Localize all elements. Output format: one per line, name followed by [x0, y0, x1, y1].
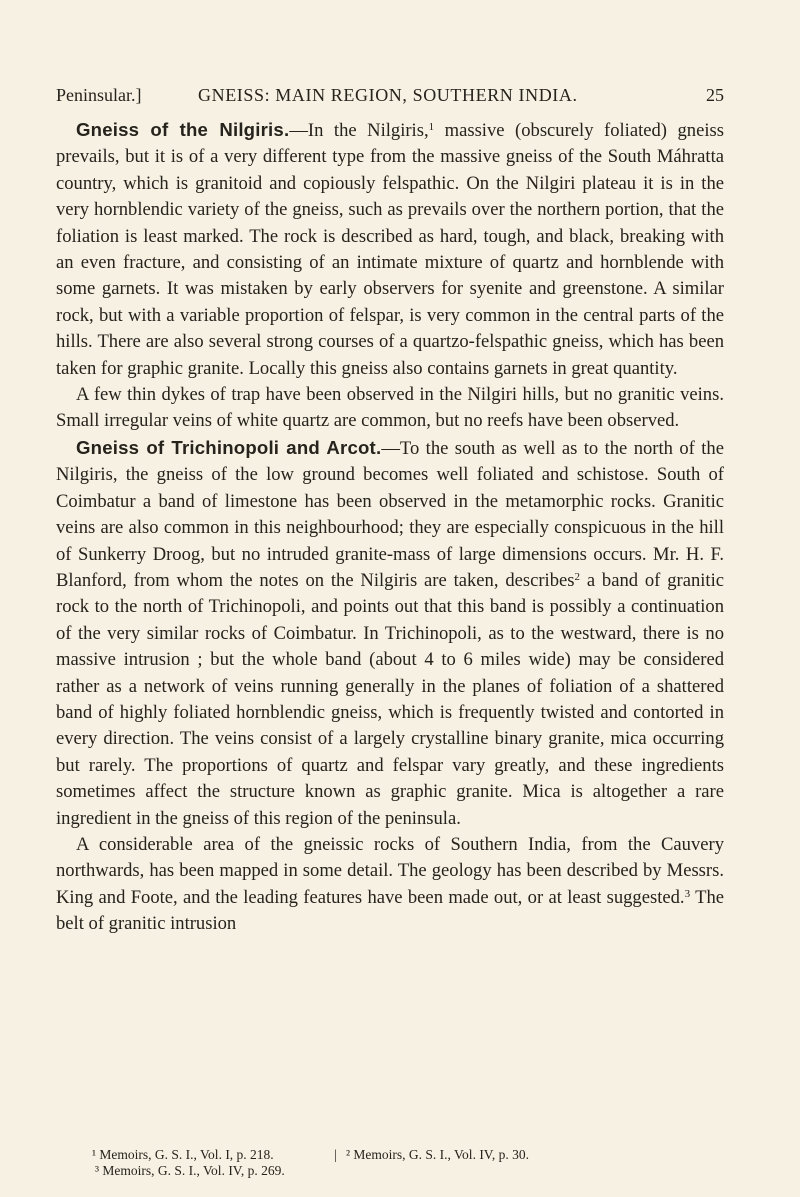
footnote-ref-3[interactable]: 3 — [684, 887, 691, 900]
paragraph-text: The belt of granitic intrusion — [56, 886, 724, 935]
paragraph-trap-dykes — [56, 382, 724, 435]
paragraph-text: —To the south as well as to the north of the Nilgiris, the gneiss of the low ground becomes well foliated and schistose. South of Coimbatur a band of limestone has been observed in the metamorphic rocks. Granitic veins are also common in this neighbourhood; they are especially conspicuous in the hill of Sunkerry Droog, but no intruded granite-mass of large dimensions occurs. Mr. H. F. Blanford, from whom the notes on the Nilgiris are taken, describes — [56, 437, 724, 591]
section-heading-nilgiris: Gneiss of the Nilgiris. — [76, 119, 290, 140]
paragraph-nilgiris — [56, 117, 724, 382]
paragraph-text: A few thin dykes of trap have been observed in the Nilgiri hills, but no granitic veins. Small irregular veins of white quartz are common, but no reefs have been observed. — [56, 384, 724, 432]
footnote-separator: | — [334, 1147, 337, 1162]
header-title: GNEISS: MAIN REGION, SOUTHERN INDIA. — [198, 85, 578, 105]
paragraph-cauvery — [56, 832, 724, 938]
body-text — [56, 117, 724, 938]
footnote-1: ¹ Memoirs, G. S. I., Vol. I, p. 218. — [92, 1147, 274, 1162]
paragraph-text: —In the Nilgiris, — [289, 120, 429, 141]
paragraph-trichinopoli — [56, 435, 724, 832]
section-heading-trichinopoli: Gneiss of Trichinopoli and Arcot. — [76, 436, 382, 458]
page-number: 25 — [706, 85, 724, 105]
footnotes — [56, 1147, 724, 1179]
footnote-3: ³ Memoirs, G. S. I., Vol. IV, p. 269. — [95, 1163, 285, 1178]
paragraph-text: massive (obscurely foliated) gneiss prevails, but it is of a very different type from the massive gneiss of the South Máhratta country, which is granitoid and copiously felspathic. On the Nilgiri plateau it is in the very hornblendic variety of the gneiss, such as prevails over the northern portion, that the foliation is least marked. The rock is described as hard, tough, and black, breaking with an even fracture, and consisting of an intimate mixture of quartz and hornblende with some garnets. It was mistaken by early observers for syenite and greenstone. A similar rock, but with a variable proportion of felspar, is very common in the central parts of the hills. There are also several strong courses of a quartzo-felspathic gneiss, which has been taken for graphic granite. Locally this gneiss also contains garnets in great quantity. — [56, 120, 724, 379]
header-section-label: Peninsular.] — [56, 85, 142, 105]
footnote-ref-2[interactable]: 2 — [574, 570, 581, 583]
paragraph-text: A considerable area of the gneissic rocks of Southern India, from the Cauvery northwards, has been mapped in some detail. The geology has been described by Messrs. King and Foote, and the leading features have been made out, or at least suggested. — [56, 833, 724, 908]
paragraph-text: a band of granitic rock to the north of Trichinopoli, and points out that this band is possibly a continuation of the very similar rocks of Coimbatur. In Trichinopoli, as to the westward, there is no massive intrusion ; but the whole band (about 4 to 6 miles wide) may be considered rather as a network of veins running generally in the planes of foliation of a shattered band of highly foliated hornblendic gneiss, which is frequently twisted and contorted in every direction. The veins consist of a largely crystalline binary granite, mica occurring but rarely. The proportions of quartz and felspar vary greatly, and these ingredients sometimes affect the structure known as graphic granite. Mica is altogether a rare ingredient in the gneiss of this region of the peninsula. — [56, 569, 724, 829]
footnote-ref-1[interactable]: 1 — [428, 121, 435, 133]
footnote-2: ² Memoirs, G. S. I., Vol. IV, p. 30. — [346, 1147, 529, 1162]
